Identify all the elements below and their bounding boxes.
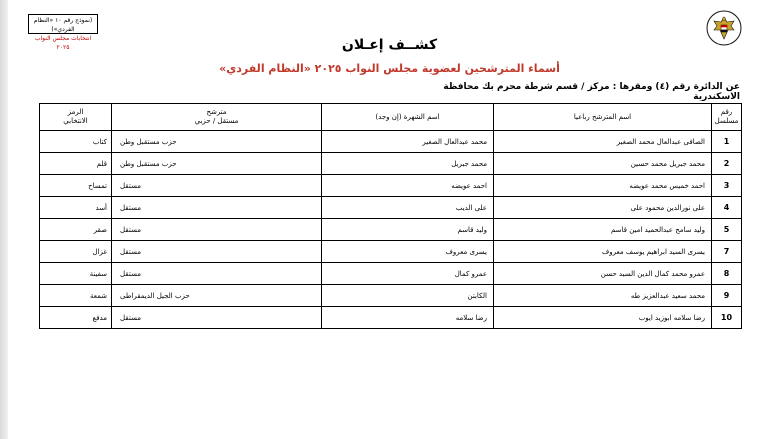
candidates-table: [39, 103, 742, 329]
row-candidate-name: احمد خميس محمد عويضه: [494, 175, 712, 197]
row-nickname: عمرو كمال: [322, 263, 494, 285]
row-symbol: غزال: [40, 241, 112, 263]
row-symbol: أسد: [40, 197, 112, 219]
row-candidate-name: الصافى عبدالعال محمد الصغير: [494, 131, 712, 153]
row-symbol: صقر: [40, 219, 112, 241]
row-nickname: محمد عبدالعال الصغير: [322, 131, 494, 153]
row-candidate-name: يسرى السيد ابراهيم يوسف معروف: [494, 241, 712, 263]
header-affiliation: مترشح مستقل / حزبي: [112, 104, 322, 131]
row-nickname: على الديب: [322, 197, 494, 219]
row-candidate-name: رضا سلامه ابوزيد ايوب: [494, 307, 712, 329]
form-number-box: [28, 14, 98, 51]
table-row: [40, 153, 742, 175]
form-number-line: (نموذج رقم ١٠ «النظام الفردي»): [33, 17, 93, 33]
row-symbol: شمعة: [40, 285, 112, 307]
table-row: [40, 131, 742, 153]
row-affiliation: مستقل: [112, 263, 322, 285]
row-symbol: سفينة: [40, 263, 112, 285]
row-symbol: تمساح: [40, 175, 112, 197]
row-symbol: كتاب: [40, 131, 112, 153]
page-subtitle: أسماء المترشحين لعضوية مجلس النواب ٢٠٢٥ «النظام الفردي»: [219, 62, 560, 75]
row-candidate-name: محمد جبريل محمد حسين: [494, 153, 712, 175]
row-affiliation: مستقل: [112, 241, 322, 263]
row-symbol: قلم: [40, 153, 112, 175]
table-header-row: [40, 104, 742, 131]
row-serial: 1: [712, 131, 742, 153]
header-candidate-name: اسم المترشح رباعيا: [494, 104, 712, 131]
row-nickname: يسرى معروف: [322, 241, 494, 263]
row-symbol: مدفع: [40, 307, 112, 329]
table-row: [40, 263, 742, 285]
row-nickname: رضا سلامه: [322, 307, 494, 329]
table-row: [40, 219, 742, 241]
table-row: [40, 241, 742, 263]
row-affiliation: حزب مستقبل وطن: [112, 131, 322, 153]
row-candidate-name: محمد سعيد عبدالعزيز طه: [494, 285, 712, 307]
header-nickname: اسم الشهرة (إن وجد): [322, 104, 494, 131]
district-info: عن الدائرة رقم (٤) ومقرها : مركز / قسم شرطة محرم بك محافظة الاسكندرية: [443, 82, 740, 102]
row-serial: 4: [712, 197, 742, 219]
row-nickname: احمد عويضه: [322, 175, 494, 197]
table-row: [40, 197, 742, 219]
row-serial: 3: [712, 175, 742, 197]
row-affiliation: مستقل: [112, 307, 322, 329]
row-nickname: وليد قاسم: [322, 219, 494, 241]
row-nickname: الكابتن: [322, 285, 494, 307]
row-serial: 2: [712, 153, 742, 175]
row-affiliation: مستقل: [112, 219, 322, 241]
page-title: كشــف إعـلان: [341, 37, 438, 53]
header-election-symbol: الرمز الانتخابي: [40, 104, 112, 131]
table-row: [40, 285, 742, 307]
table-row: [40, 175, 742, 197]
row-nickname: محمد جبريل: [322, 153, 494, 175]
header-serial-number: رقم مسلسل: [712, 104, 742, 131]
row-serial: 8: [712, 263, 742, 285]
row-affiliation: مستقل: [112, 175, 322, 197]
row-affiliation: حزب الجيل الديمقراطى: [112, 285, 322, 307]
row-candidate-name: على نورالدين محمود على: [494, 197, 712, 219]
row-serial: 9: [712, 285, 742, 307]
row-affiliation: مستقل: [112, 197, 322, 219]
row-affiliation: حزب مستقبل وطن: [112, 153, 322, 175]
table-row: [40, 307, 742, 329]
row-serial: 10: [712, 307, 742, 329]
row-serial: 5: [712, 219, 742, 241]
row-candidate-name: وليد سامح عبدالحميد امين قاسم: [494, 219, 712, 241]
row-serial: 7: [712, 241, 742, 263]
row-candidate-name: عمرو محمد كمال الدين السيد حسن: [494, 263, 712, 285]
election-name-line: انتخابات مجلس النواب ٢٠٢٥: [34, 35, 92, 51]
